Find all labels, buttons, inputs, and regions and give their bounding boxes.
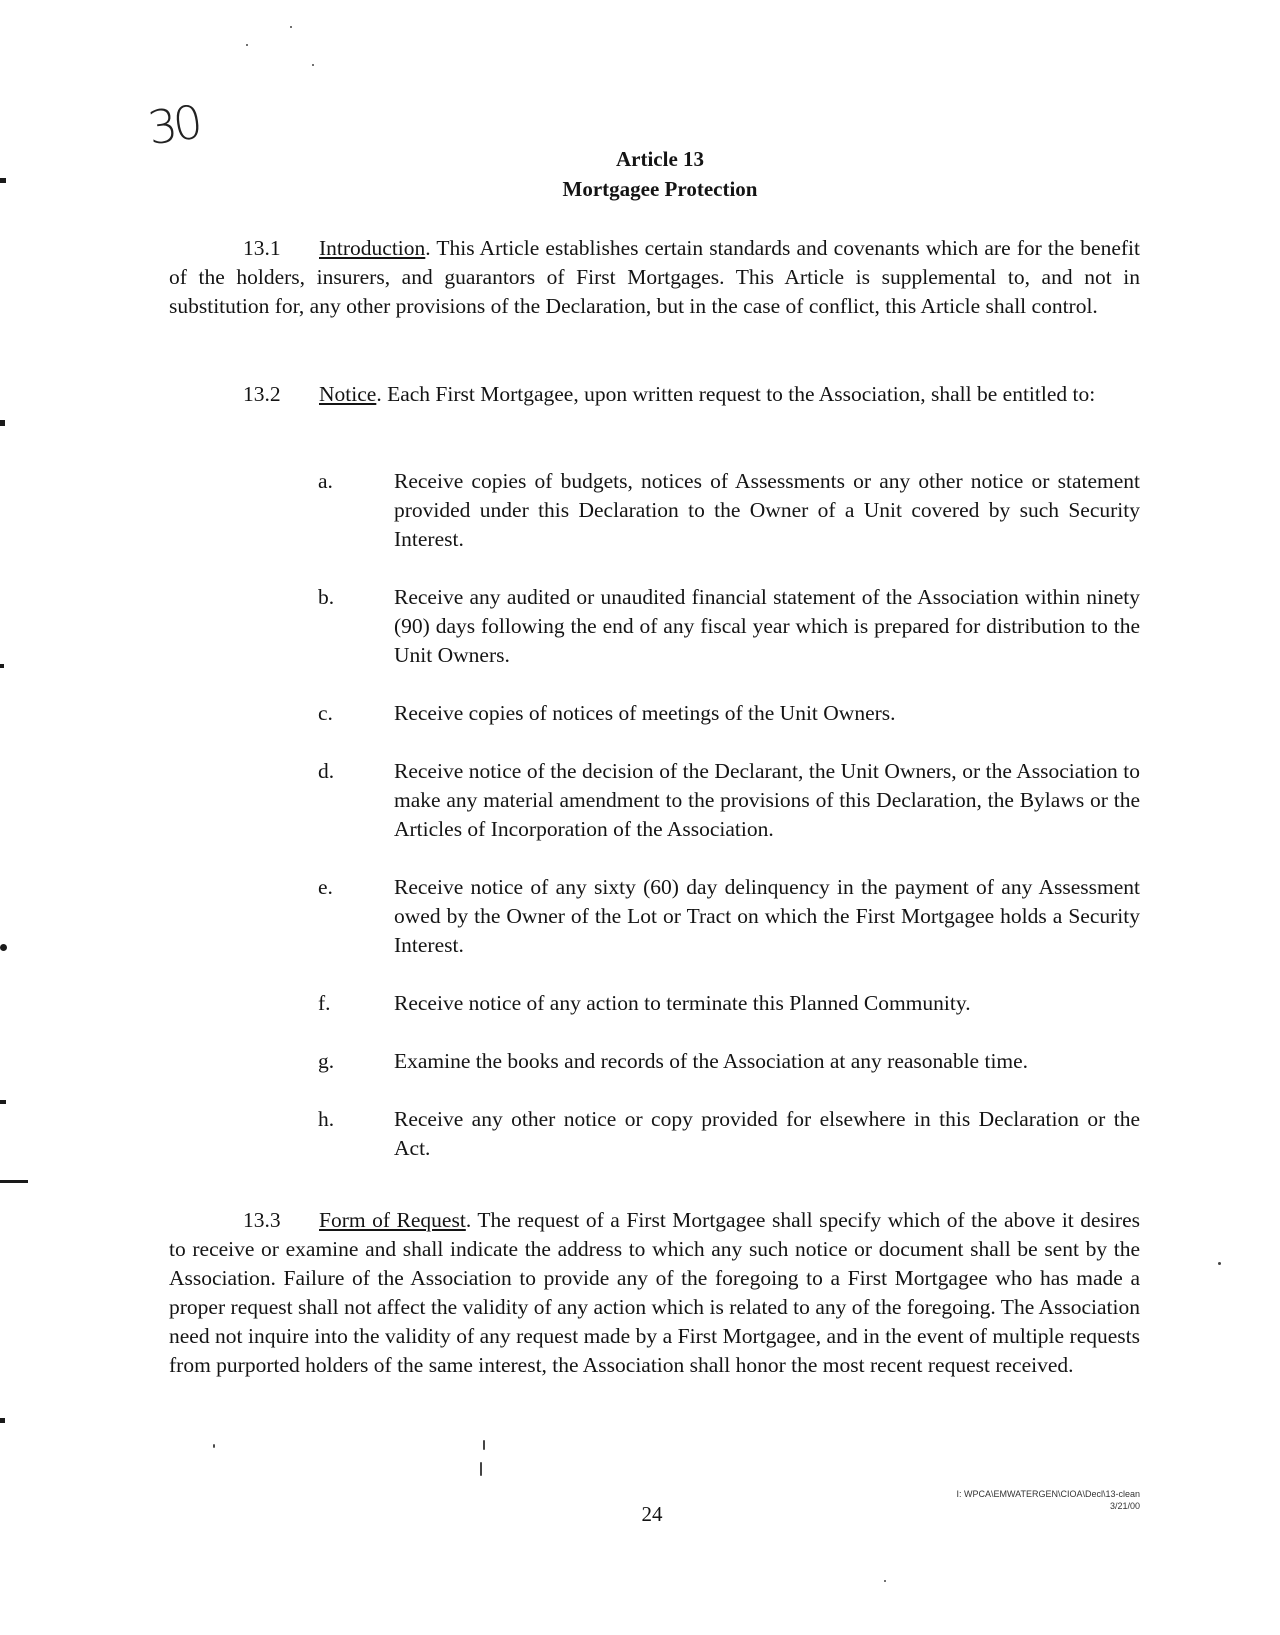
list-item-letter: g. <box>318 1049 335 1073</box>
scan-speck <box>312 64 314 66</box>
section-13-2 <box>169 380 1140 409</box>
list-item <box>318 873 1140 960</box>
list-item-letter: e. <box>318 875 333 899</box>
file-reference-path: I: WPCA\EMWATERGEN\CIOA\Decl\13-clean <box>956 1489 1140 1499</box>
section-heading: Form of Request <box>319 1208 466 1232</box>
scan-artifact <box>0 664 4 668</box>
list-item <box>318 583 1140 670</box>
scan-speck <box>213 1444 215 1448</box>
section-text: . Each First Mortgagee, upon written request to the Association, shall be entitled to: <box>376 382 1096 406</box>
list-item <box>318 699 1140 728</box>
scan-speck <box>290 26 292 28</box>
file-reference-date: 3/21/00 <box>1109 1501 1140 1511</box>
list-item <box>318 757 1140 844</box>
scan-speck <box>884 1580 886 1582</box>
list-item-letter: b. <box>318 585 335 609</box>
list-item <box>318 467 1140 554</box>
list-item-text: Receive notice of any sixty (60) day delinquency in the payment of any Assessment owed by the Owner of the Lot or Tract on which the First Mortgagee holds a Security Interest. <box>394 875 1140 957</box>
section-text: . The request of a First Mortgagee shall specify which of the above it desires to receive or examine and shall indicate the address to which any such notice or document shall be sent by the Association. Failure of the Association to provide any of the foregoing to a First Mortgagee who has made a proper request shall not affect the validity of any action which is related to any of the foregoing. The Association need not inquire into the validity of any request made by a First Mortgagee, and in the event of multiple requests from purported holders of the same interest, the Association shall honor the most recent request received. <box>169 1208 1140 1377</box>
section-13-3 <box>169 1206 1140 1380</box>
list-item-text: Receive copies of budgets, notices of Assessments or any other notice or statement provided under this Declaration to the Owner of a Unit covered by such Security Interest. <box>394 469 1140 551</box>
section-heading: Notice <box>319 382 377 406</box>
article-title: Mortgagee Protection <box>562 177 758 201</box>
list-item-letter: h. <box>318 1107 335 1131</box>
section-number: 13.1 <box>243 236 281 260</box>
scan-speck <box>246 44 248 46</box>
section-number: 13.2 <box>243 382 281 406</box>
page-number: 24 <box>641 1502 663 1526</box>
scan-artifact <box>0 1418 5 1423</box>
list-item-letter: a. <box>318 469 333 493</box>
scan-speck <box>480 1462 482 1476</box>
section-heading: Introduction <box>319 236 426 260</box>
list-item <box>318 989 1140 1018</box>
scan-speck <box>483 1440 485 1450</box>
section-13-1 <box>169 234 1140 321</box>
handwritten-page-note: 30 <box>144 94 203 156</box>
scan-speck <box>1218 1262 1221 1265</box>
scan-artifact <box>0 1180 28 1183</box>
section-number: 13.3 <box>243 1208 281 1232</box>
list-item-letter: f. <box>318 991 331 1015</box>
list-item-text: Receive any audited or unaudited financial statement of the Association within ninety (90) days following the end of any fiscal year which is prepared for distribution to the Unit Owners. <box>394 585 1140 667</box>
scan-artifact <box>0 1100 6 1104</box>
list-item-text: Receive any other notice or copy provided for elsewhere in this Declaration or the Act. <box>394 1107 1140 1160</box>
list-item-letter: d. <box>318 759 335 783</box>
list-item-text: Examine the books and records of the Association at any reasonable time. <box>394 1049 1029 1073</box>
list-item-text: Receive copies of notices of meetings of the Unit Owners. <box>394 701 896 725</box>
list-item-letter: c. <box>318 701 333 725</box>
section-text: . This Article establishes certain standards and covenants which are for the benefit of the holders, insurers, and guarantors of First Mortgages. This Article is supplemental to, and not in substitution for, any other provisions of the Declaration, but in the case of conflict, this Article shall control. <box>169 236 1140 318</box>
scan-artifact <box>0 944 7 951</box>
scan-artifact <box>0 420 5 426</box>
list-item <box>318 1047 1140 1076</box>
list-item <box>318 1105 1140 1163</box>
entitlements-list <box>318 467 1140 1192</box>
list-item-text: Receive notice of any action to terminate this Planned Community. <box>394 991 971 1015</box>
article-number: Article 13 <box>615 147 705 171</box>
list-item-text: Receive notice of the decision of the Declarant, the Unit Owners, or the Association to make any material amendment to the provisions of this Declaration, the Bylaws or the Articles of Incorporation of the Association. <box>394 759 1140 841</box>
